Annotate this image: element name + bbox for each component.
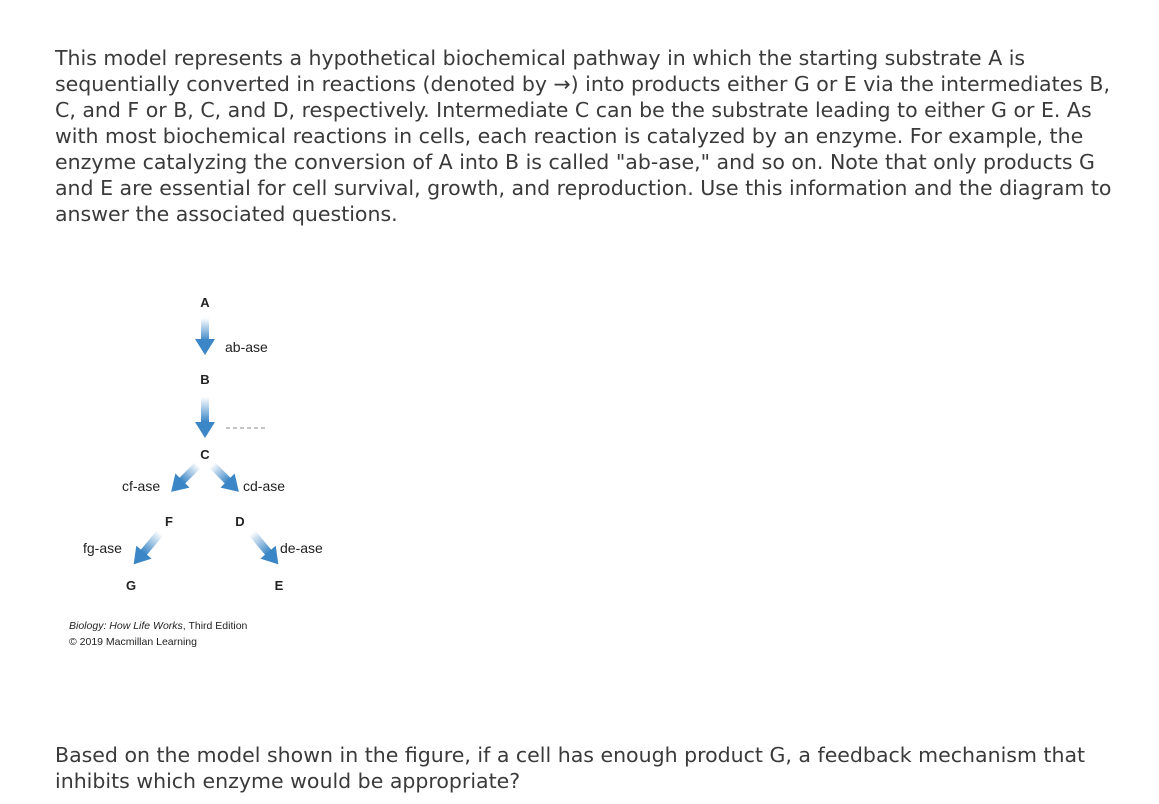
arrow-a-to-b: [195, 318, 215, 355]
figure-credit-copyright: © 2019 Macmillan Learning: [69, 636, 197, 648]
enzyme-cf-ase: cf-ase: [122, 478, 161, 494]
arrow-c-to-f: [164, 458, 205, 499]
enzyme-de-ase: de-ase: [280, 540, 323, 556]
question-paragraph: Based on the model shown in the figure, if a cell has enough product G, a feedback mechanism that inhibits which enzyme would be appropriate?: [55, 743, 1086, 793]
node-a: A: [200, 295, 210, 310]
node-c: C: [200, 447, 210, 462]
node-e: E: [274, 578, 284, 593]
node-d: D: [235, 514, 245, 529]
enzyme-ab-ase: ab-ase: [225, 339, 268, 355]
book-edition: , Third Edition: [182, 620, 248, 632]
figure-credit-title: [69, 620, 248, 632]
node-f: F: [165, 514, 173, 529]
book-title: Biology: How Life Works: [69, 620, 183, 632]
arrow-f-to-g: [126, 527, 168, 571]
node-b: B: [200, 372, 210, 387]
enzyme-cd-ase: cd-ase: [243, 478, 286, 494]
intro-paragraph: This model represents a hypothetical biochemical pathway in which the starting substrate A is sequentially converted in reactions (denoted by →) into products either G or E via the intermediates B, C, and F or B, C, and D, respectively. Intermediate C can be the substrate leading to either G or E. As with most biochemical reactions in cells, each reaction is catalyzed by an enzyme. For example, the enzyme catalyzing the conversion of A into B is called "ab-ase," and so on. Note that only products G and E are essential for cell survival, growth, and reproduction. Use this information and the diagram to answer the associated questions.: [55, 46, 1112, 226]
arrow-b-to-c: [195, 397, 215, 438]
enzyme-fg-ase: fg-ase: [83, 540, 122, 556]
arrow-c-to-d: [205, 458, 246, 499]
node-g: G: [125, 578, 137, 593]
